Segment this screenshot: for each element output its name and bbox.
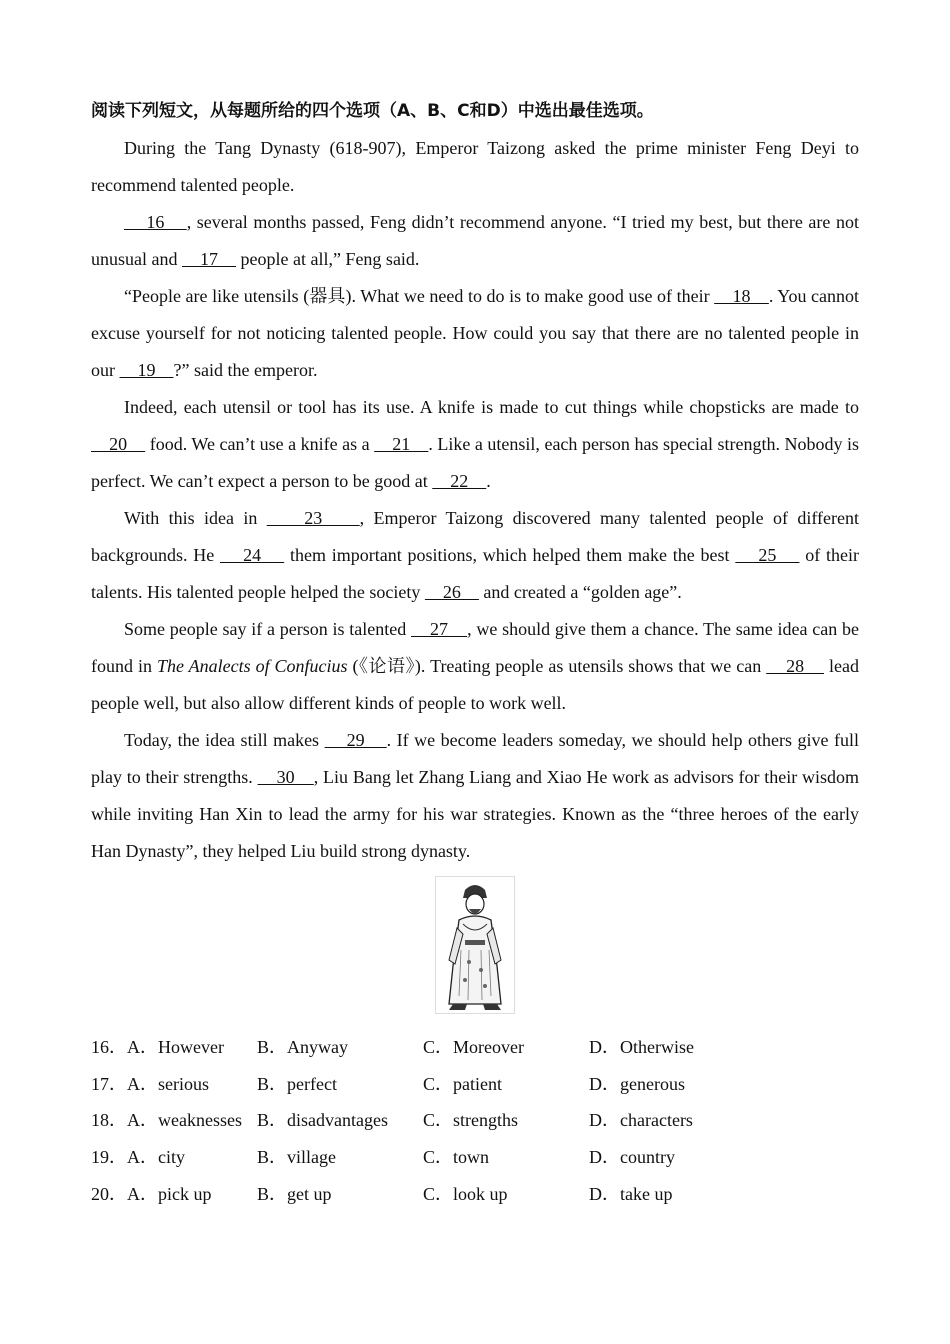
option-c[interactable]: C．town bbox=[423, 1147, 490, 1168]
blank-29: 29 bbox=[324, 730, 387, 750]
option-b[interactable]: B．disadvantages bbox=[257, 1110, 388, 1131]
blank-18: 18 bbox=[714, 286, 769, 306]
option-b[interactable]: B．village bbox=[257, 1147, 336, 1168]
option-b[interactable]: B．perfect bbox=[257, 1073, 337, 1094]
paragraph-1 bbox=[91, 130, 859, 204]
blank-21: 21 bbox=[374, 434, 429, 454]
option-a[interactable]: A．serious bbox=[127, 1073, 209, 1094]
option-a[interactable]: A．pick up bbox=[127, 1183, 212, 1204]
question-number: 20． bbox=[91, 1183, 127, 1204]
question-number: 18． bbox=[91, 1110, 127, 1131]
option-c[interactable]: C．patient bbox=[423, 1073, 502, 1094]
text: Today, the idea still makes bbox=[124, 730, 325, 750]
option-c[interactable]: C．Moreover bbox=[423, 1037, 524, 1058]
blank-23: 23 bbox=[266, 508, 360, 528]
blank-25: 25 bbox=[735, 545, 800, 565]
paragraph-2 bbox=[91, 204, 859, 278]
blank-17: 17 bbox=[181, 249, 236, 269]
text: ?” said the emperor. bbox=[173, 360, 318, 380]
question-row bbox=[91, 1028, 859, 1065]
text: Some people say if a person is talented bbox=[124, 619, 412, 639]
blank-24: 24 bbox=[220, 545, 285, 565]
option-d[interactable]: D．country bbox=[589, 1147, 675, 1168]
option-a[interactable]: A．However bbox=[127, 1037, 224, 1058]
text: “People are like utensils (器具). What we need to do is to make good use of their bbox=[124, 286, 715, 306]
question-row bbox=[91, 1065, 859, 1102]
blank-22: 22 bbox=[432, 471, 487, 491]
option-b[interactable]: B．Anyway bbox=[257, 1037, 348, 1058]
text: people at all,” Feng said. bbox=[235, 249, 420, 269]
question-row bbox=[91, 1101, 859, 1138]
text: them important positions, which helped them make the best bbox=[284, 545, 736, 565]
paragraph-4 bbox=[91, 389, 859, 500]
paragraph-6 bbox=[91, 611, 859, 722]
question-row bbox=[91, 1174, 859, 1211]
text: , several months passed, Feng didn’t recommend anyone. “I tried my best, but there are not unusual and bbox=[91, 212, 859, 269]
text: and created a “golden age”. bbox=[478, 582, 682, 602]
blank-20: 20 bbox=[91, 434, 146, 454]
text: (《论语》). Treating people as utensils shows that we can bbox=[347, 656, 767, 676]
text: . bbox=[486, 471, 491, 491]
text: lead people well, but also allow different kinds of people to work well. bbox=[91, 656, 860, 713]
text: food. We can’t use a knife as a bbox=[145, 434, 375, 454]
option-b[interactable]: B．get up bbox=[257, 1183, 332, 1204]
paragraph-5 bbox=[91, 500, 859, 611]
blank-28: 28 bbox=[766, 656, 825, 676]
text: With this idea in bbox=[124, 508, 267, 528]
text: . If we become leaders someday, we should help others give full play to their strengths. bbox=[91, 730, 859, 787]
option-c[interactable]: C．look up bbox=[423, 1183, 508, 1204]
option-d[interactable]: D．Otherwise bbox=[589, 1037, 694, 1058]
blank-27: 27 bbox=[411, 619, 468, 639]
emperor-illustration bbox=[435, 876, 515, 1014]
text: , we should give them a chance. The same idea can be found in bbox=[91, 619, 859, 676]
blank-16: 16 bbox=[124, 212, 187, 232]
text: During the Tang Dynasty (618-907), Emperor Taizong asked the prime minister Feng Deyi to recommend talented people. bbox=[91, 138, 859, 195]
option-c[interactable]: C．strengths bbox=[423, 1110, 519, 1131]
option-d[interactable]: D．take up bbox=[589, 1183, 673, 1204]
question-number: 19． bbox=[91, 1147, 127, 1168]
option-d[interactable]: D．generous bbox=[589, 1073, 685, 1094]
option-a[interactable]: A．weaknesses bbox=[127, 1110, 242, 1131]
instruction-heading: 阅读下列短文，从每题所给的四个选项（A、B、C和D）中选出最佳选项。 bbox=[91, 101, 654, 121]
blank-19: 19 bbox=[119, 360, 174, 380]
blank-26: 26 bbox=[424, 582, 479, 602]
option-d[interactable]: D．characters bbox=[589, 1110, 693, 1131]
answer-options bbox=[91, 1028, 859, 1211]
question-row bbox=[91, 1138, 859, 1175]
text: of their talents. His talented people helped the society bbox=[91, 545, 860, 602]
paragraph-3 bbox=[91, 278, 859, 389]
option-a[interactable]: A．city bbox=[127, 1147, 185, 1168]
exam-page bbox=[91, 96, 859, 1211]
paragraph-7 bbox=[91, 722, 859, 870]
text: Indeed, each utensil or tool has its use. A knife is made to cut things while chopsticks are made to bbox=[124, 397, 859, 417]
blank-30: 30 bbox=[257, 767, 314, 787]
text: . Like a utensil, each person has special strength. Nobody is perfect. We can’t expect a person to be good at bbox=[91, 434, 860, 491]
question-number: 17． bbox=[91, 1073, 127, 1094]
text: , Liu Bang let Zhang Liang and Xiao He work as advisors for their wisdom while inviting Han Xin to lead the army for his war strategies. Known as the “three heroes of the early Han Dynasty”, they helped Liu build strong dynasty. bbox=[91, 767, 859, 861]
question-number: 16． bbox=[91, 1037, 127, 1058]
book-title: The Analects of Confucius bbox=[156, 656, 348, 676]
text: . You cannot excuse yourself for not noticing talented people. How could you say that there are no talented people in our bbox=[91, 286, 860, 380]
text: , Emperor Taizong discovered many talented people of different backgrounds. He bbox=[91, 508, 860, 565]
